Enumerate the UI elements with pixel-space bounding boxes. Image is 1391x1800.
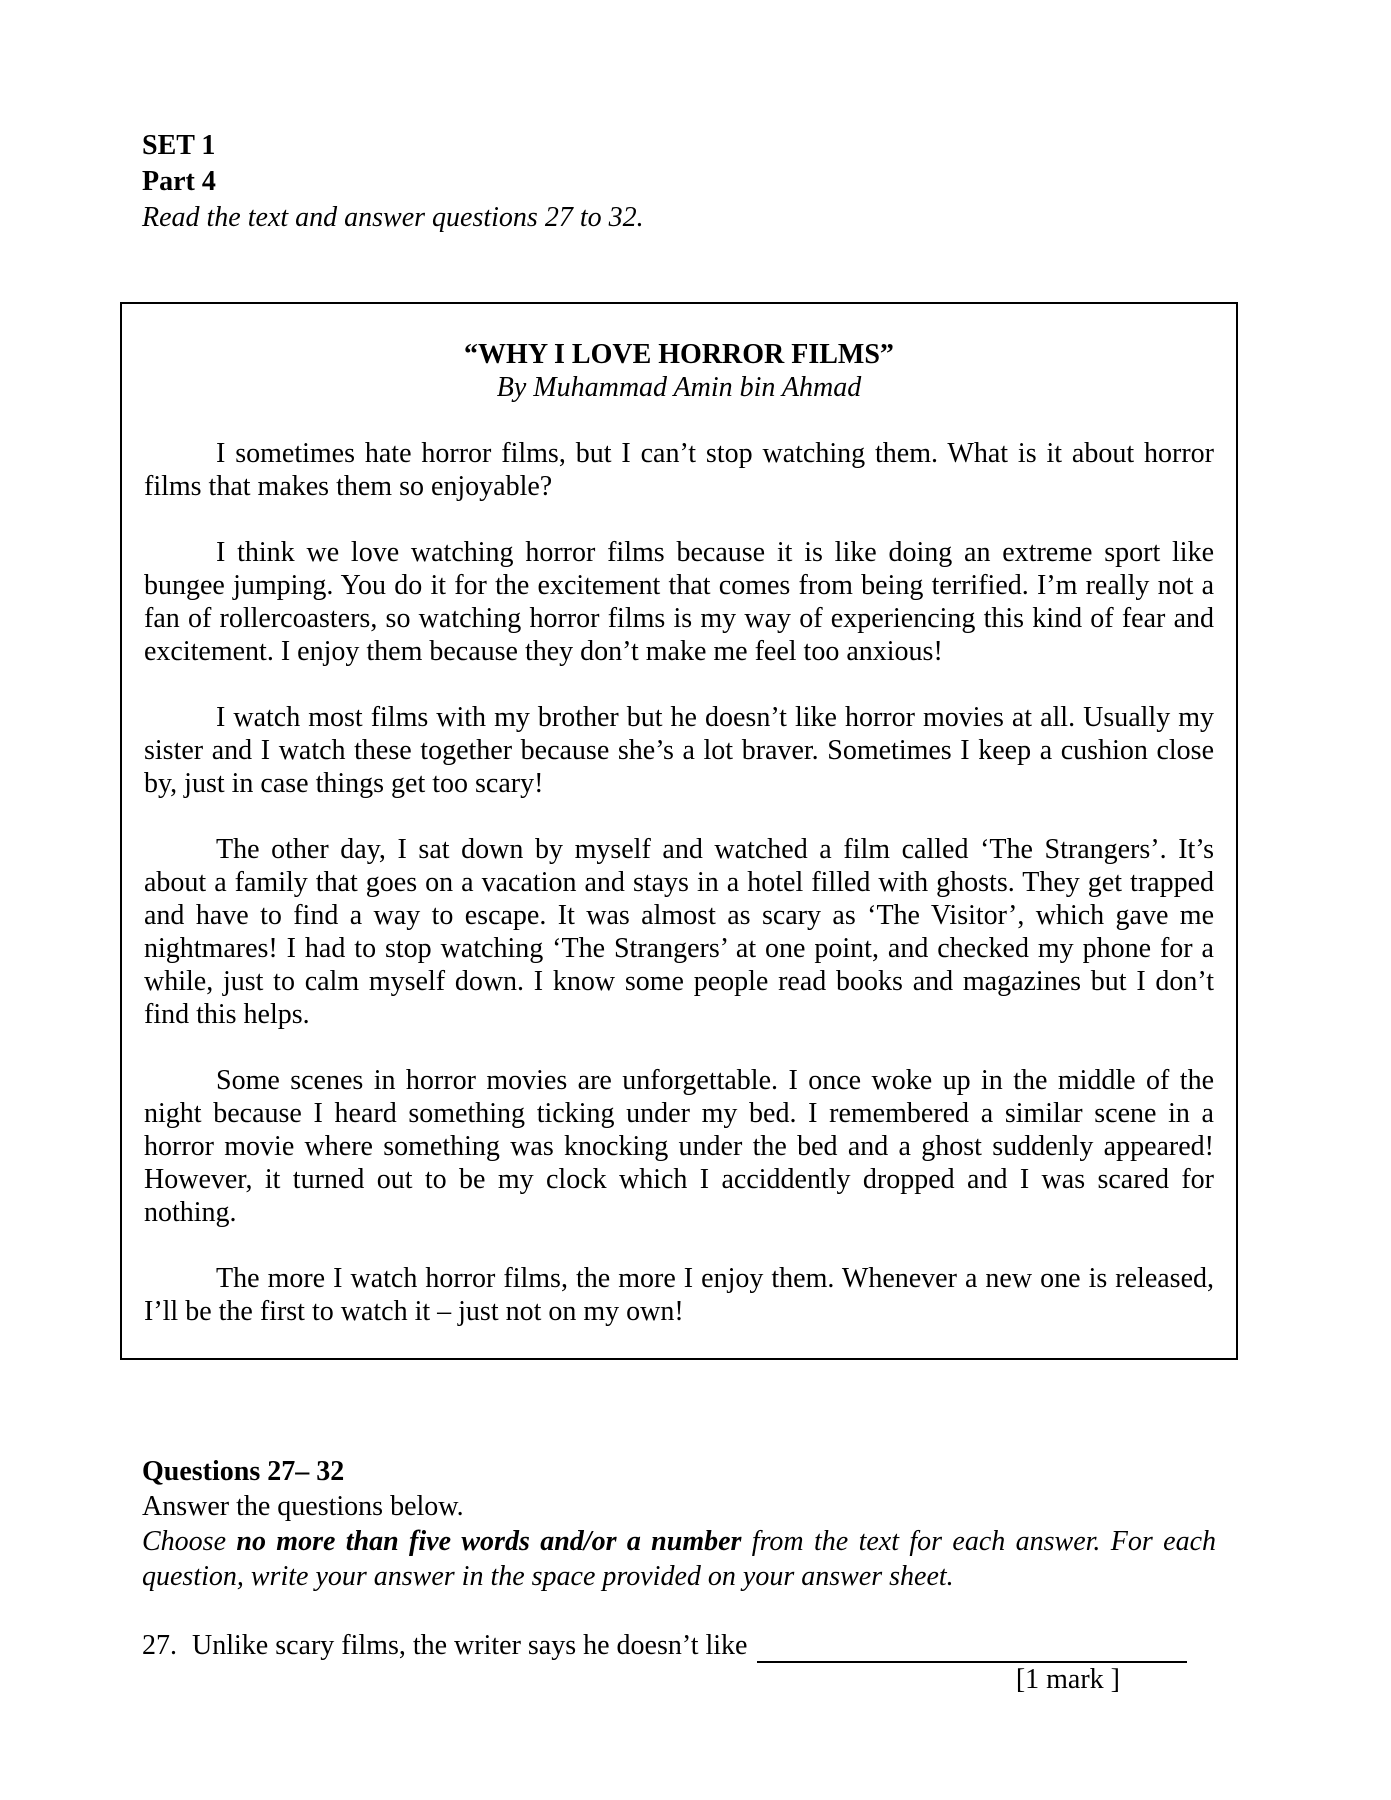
question-27-row <box>142 1628 1216 1663</box>
passage-byline: By Muhammad Amin bin Ahmad <box>496 372 862 404</box>
passage-paragraph-3: I watch most films with my brother but he doesn’t like horror movies at all. Usually my sister and I watch these together because she’s a lot braver. Sometimes I keep a cushion close by, just in case things get too scary! <box>144 702 1214 800</box>
answer-blank <box>757 1635 1187 1663</box>
instruction-suffix: from the text for each answer. For each question, write your answer in the space provided on your answer sheet. <box>142 1526 1216 1593</box>
questions-subheading: Answer the questions below. <box>142 1491 464 1523</box>
passage-paragraph-5: Some scenes in horror movies are unforgettable. I once woke up in the middle of the night because I heard something ticking under my bed. I remembered a similar scene in a horror movie where something was knocking under the bed and a ghost suddenly appeared! However, it turned out to be my clock which I acciddently dropped and I was scared for nothing. <box>144 1065 1214 1229</box>
question-27-marks: [1 mark ] <box>1015 1664 1120 1696</box>
question-27-text: Unlike scary films, the writer says he doesn’t like <box>192 1630 748 1662</box>
passage-paragraph-2: I think we love watching horror films because it is like doing an extreme sport like bungee jumping. You do it for the excitement that comes from being terrified. I’m really not a fan of rollercoasters, so watching horror films is my way of experiencing this kind of fear and excitement. I enjoy them because they don’t make me feel too anxious! <box>144 537 1214 668</box>
header-instruction: Read the text and answer questions 27 to 32. <box>142 202 644 233</box>
set-label: SET 1 <box>142 130 216 161</box>
passage-paragraph-6: The more I watch horror films, the more I enjoy them. Whenever a new one is released, I’ll be the first to watch it – just not on my own! <box>144 1263 1214 1328</box>
questions-heading: Questions 27– 32 <box>142 1456 345 1488</box>
passage-paragraph-4: The other day, I sat down by myself and watched a film called ‘The Strangers’. It’s about a family that goes on a vacation and stays in a hotel filled with ghosts. They get trapped and have to find a way to escape. It was almost as scary as ‘The Visitor’, which gave me nightmares! I had to stop watching ‘The Strangers’ at one point, and checked my phone for a while, just to calm myself down. I know some people read books and magazines but I don’t find this helps. <box>144 834 1214 1031</box>
passage-paragraph-1: I sometimes hate horror films, but I can’t stop watching them. What is it about horror films that makes them so enjoyable? <box>144 438 1214 503</box>
questions-instruction <box>142 1524 1216 1594</box>
passage-title: “WHY I LOVE HORROR FILMS” <box>464 339 894 370</box>
passage-box <box>120 302 1238 1360</box>
question-27-number: 27. <box>142 1630 177 1662</box>
instruction-prefix: Choose <box>142 1526 237 1558</box>
part-label: Part 4 <box>142 166 216 197</box>
instruction-bold: no more than five words and/or a number <box>236 1526 742 1558</box>
